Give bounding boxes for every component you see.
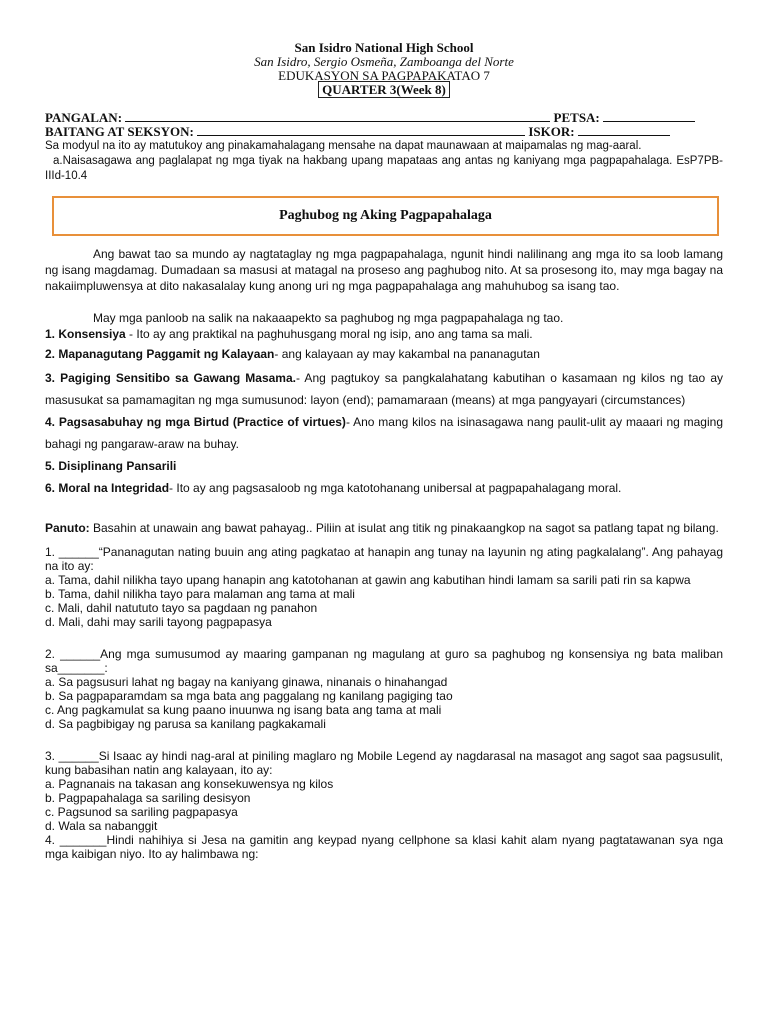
factor-term: 5. Disiplinang Pansarili: [45, 459, 177, 473]
choice: a. Pagnanais na takasan ang konsekuwensya ng kilos: [45, 777, 334, 791]
choice: b. Tama, dahil nilikha tayo para malaman ang tama at mali: [45, 587, 355, 601]
school-name: San Isidro National High School: [294, 40, 474, 55]
school-address: San Isidro, Sergio Osmeña, Zamboanga del Norte: [254, 54, 514, 69]
score-field[interactable]: [578, 125, 670, 136]
choice: a. Tama, dahil nilikha tayo upang hanapin ang katotohanan at gawin ang kabutihan hindi lamam sa sarili pati rin sa kapwa: [45, 573, 691, 587]
objective-item: a.Naisasagawa ang paglalapat ng mga tiyak na hakbang upang mapataas ang antas ng kaniyang mga pagpapahalaga. EsP7PB-IIId-10.4: [45, 155, 723, 182]
factor-term: 6. Moral na Integridad: [45, 481, 170, 495]
question-stem: 1. ______“Pananagutan nating buuin ang ating pagkatao at hanapin ang tunay na layunin ng ating pagkalalang”. Ang pahayag na ito ay:: [45, 545, 724, 573]
answer-blank[interactable]: 4. _______: [45, 833, 107, 847]
factors-list: [45, 326, 723, 499]
section-label: BAITANG AT SEKSYON:: [45, 124, 194, 139]
choice: a. Sa pagsusuri lahat ng bagay na kaniyang ginawa, ninanais o hinahangad: [45, 675, 448, 689]
factor-term: 1. Konsensiya: [45, 327, 126, 341]
choice: b. Sa pagpaparamdam sa mga bata ang paggalang ng kanilang pagiging tao: [45, 689, 453, 703]
factor-desc: - Ito ay ang pagsasaloob ng mga katotohanang unibersal at pagpapahalagang moral.: [169, 481, 622, 495]
factor-term: 4. Pagsasabuhay ng mga Birtud (Practice of virtues): [45, 415, 346, 429]
choice: b. Pagpapahalaga sa sariling desisyon: [45, 791, 251, 805]
factor-desc: - ang kalayaan ay may kakambal na pananagutan: [274, 347, 540, 361]
choice: d. Wala sa nabanggit: [45, 819, 158, 833]
score-label: ISKOR:: [528, 124, 575, 139]
factor-term: 2. Mapanagutang Paggamit ng Kalayaan: [45, 347, 275, 361]
question: [45, 545, 723, 629]
date-field[interactable]: [603, 111, 695, 122]
answer-blank[interactable]: 1. ______: [45, 545, 99, 559]
answer-blank[interactable]: 2. ______: [45, 647, 101, 661]
lesson-title: Paghubog ng Aking Pagpapahalaga: [279, 208, 492, 223]
worksheet-page: [45, 38, 723, 861]
factor-item: [45, 477, 723, 499]
question: [45, 833, 723, 861]
question: [45, 647, 723, 731]
date-label: PETSA:: [553, 110, 600, 125]
objective-intro: Sa modyul na ito ay matutukoy ang pinakamahalagang mensahe na dapat maunawaan at maipamalas ng mag-aaral.: [45, 140, 642, 152]
instructions: [45, 517, 723, 539]
answer-blank[interactable]: 3. ______: [45, 749, 99, 763]
factor-item: [45, 346, 723, 362]
factors-intro: May mga panloob na salik na nakaaapekto sa paghubog ng mga pagpapahalaga ng tao.: [93, 311, 564, 325]
subject-title: EDUKASYON SA PAGPAPAKATAO 7: [278, 68, 490, 83]
factor-item: [45, 455, 723, 477]
name-date-row: [45, 111, 723, 125]
factor-desc: - Ito ay ang praktikal na paghuhusgang moral ng isip, ano ang tama sa mali.: [125, 327, 533, 341]
factor-item: [45, 411, 723, 455]
lesson-title-box: [52, 196, 719, 236]
factor-desc: - Ano mang kilos na isinasagawa nang paulit-ulit ay maaari ng maging bahagi ng pangaraw-araw na buhay.: [45, 415, 723, 451]
factor-item: [45, 326, 723, 342]
choice: d. Sa pagbibigay ng parusa sa kanilang pagkakamali: [45, 717, 326, 731]
intro-paragraph: Ang bawat tao sa mundo ay nagtataglay ng mga pagpapahalaga, ngunit hindi nalilinang ang mga ito sa loob lamang ng isang magdamag. Dumadaan sa masusi at matagal na proseso ang paghubog nito. At sa prosesong ito, may mga bagay na nakaiimpluwensya at dito nakasalalay kung anong uri ng mga pagpapahalaga ang mahuhubog sa isang tao.: [45, 247, 723, 293]
section-score-row: [45, 125, 723, 139]
question-stem: 2. ______Ang mga sumusumod ay maaring gampanan ng magulang at guro sa paghubog ng konsensiya ng bata maliban sa_______:: [45, 647, 723, 675]
question: [45, 749, 723, 833]
name-label: PANGALAN:: [45, 110, 123, 125]
factor-item: [45, 367, 723, 411]
quarter-box: QUARTER 3(Week 8): [318, 81, 450, 98]
question-stem: 3. ______Si Isaac ay hindi nag-aral at piniling maglaro ng Mobile Legend ay nagdarasal na masagot ang sagot saa pagsusulit, kung babasihan natin ang kalayaan, ito ay:: [45, 749, 723, 777]
instructions-text: Basahin at unawain ang bawat pahayag.. Piliin at isulat ang titik ng pinakaangkop na sagot sa patlang tapat ng bilang.: [89, 521, 719, 535]
factor-desc: - Ang pagtukoy sa pangkalahatang kabutihan o kasamaan ng kilos ng tao ay masusukat sa pamamagitan ng mga sumusunod: layon (end); pamamaraan (means) at mga pangyayari (circumstances): [45, 371, 723, 407]
choice: c. Mali, dahil natututo tayo sa pagdaan ng panahon: [45, 601, 318, 615]
quarter-label: [45, 83, 723, 97]
choice: d. Mali, dahi may sarili tayong pagpapasya: [45, 615, 272, 629]
instructions-label: Panuto:: [45, 521, 90, 535]
section-field[interactable]: [197, 125, 525, 136]
choice: c. Pagsunod sa sariling pagpapasya: [45, 805, 238, 819]
factor-term: 3. Pagiging Sensitibo sa Gawang Masama.: [45, 371, 296, 385]
choice: c. Ang pagkamulat sa kung paano inuunwa ng isang bata ang tama at mali: [45, 703, 442, 717]
question-stem: 4. _______Hindi nahihiya si Jesa na gamitin ang keypad nyang cellphone sa klasi kahit alam nyang pagtatawanan sya nga mga kaibigan niyo. Ito ay halimbawa ng:: [45, 833, 723, 861]
name-field[interactable]: [125, 111, 550, 122]
